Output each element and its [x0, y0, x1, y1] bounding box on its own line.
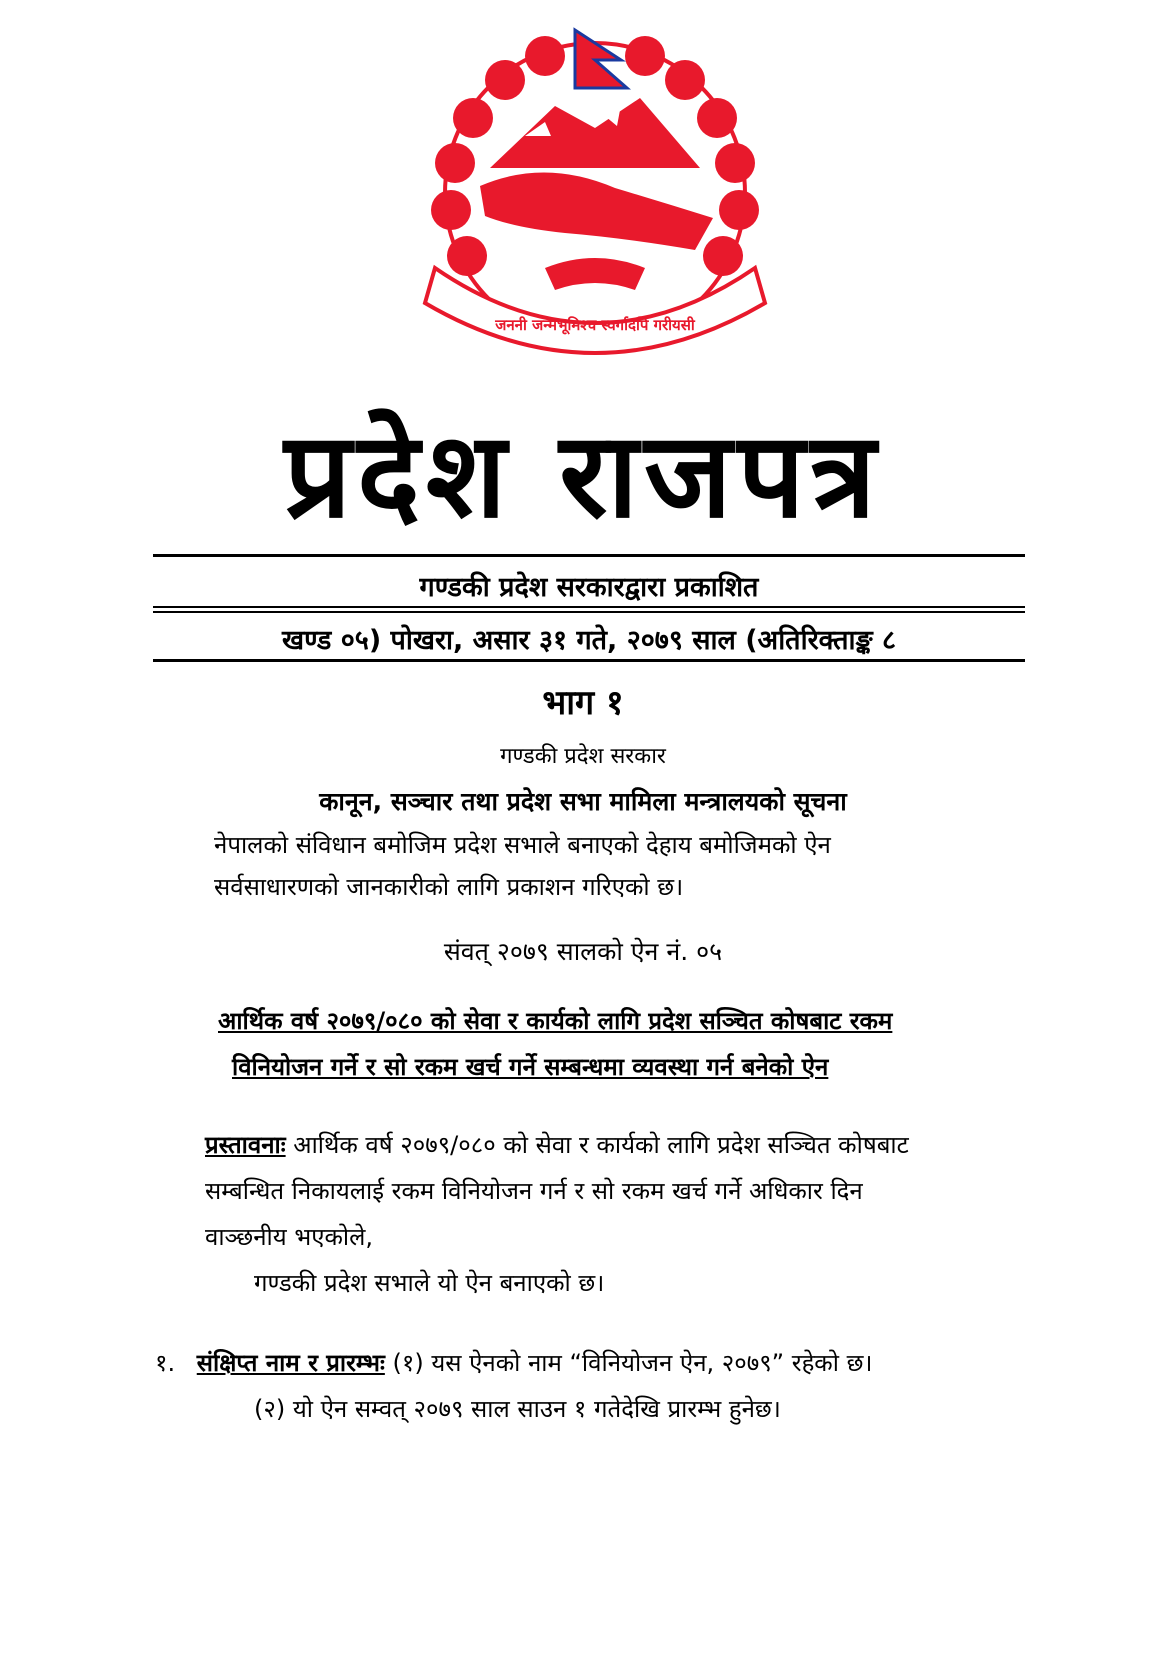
- section-1: [155, 1346, 873, 1379]
- bottom-rule: [153, 659, 1025, 662]
- part-heading: भाग १: [542, 683, 624, 723]
- preamble-line-1: [205, 1128, 909, 1161]
- government-name: गण्डकी प्रदेश सरकार: [500, 744, 666, 769]
- middle-rule-1: [153, 606, 1025, 608]
- handshake-icon: [545, 258, 645, 290]
- nepal-emblem: [395, 18, 795, 378]
- ministry-notice: कानून, सञ्चार तथा प्रदेश सभा मामिला मन्त्रालयको सूचना: [319, 787, 847, 816]
- act-title-line-2: विनियोजन गर्ने र सो रकम खर्च गर्ने सम्बन्धमा व्यवस्था गर्न बनेको ऐन: [232, 1053, 829, 1081]
- emblem-motto: जननी जन्मभूमिश्च स्वर्गादपि गरीयसी: [495, 316, 695, 334]
- preamble-label: प्रस्तावनाः: [205, 1131, 286, 1159]
- gazette-title: प्रदेश राजपत्र: [284, 406, 882, 544]
- flag-icon: [575, 30, 627, 88]
- middle-rule-2: [153, 611, 1025, 613]
- section-1-number: १.: [155, 1349, 176, 1377]
- notice-line-1: नेपालको संविधान बमोजिम प्रदेश सभाले बनाएको देहाय बमोजिमको ऐन: [214, 831, 831, 859]
- act-title-line-1: आर्थिक वर्ष २०७९/०८० को सेवा र कार्यको लागि प्रदेश सञ्चित कोषबाट रकम: [218, 1007, 893, 1035]
- map-icon: [480, 172, 713, 250]
- notice-line-2: सर्वसाधारणको जानकारीको लागि प्रकाशन गरिएको छ।: [214, 873, 684, 901]
- preamble-line-2: सम्बन्धित निकायलाई रकम विनियोजन गर्न र सो रकम खर्च गर्ने अधिकार दिन: [205, 1177, 863, 1205]
- preamble-line-3: वाञ्छनीय भएकोले,: [205, 1223, 374, 1251]
- top-rule: [153, 554, 1025, 557]
- preamble-text-1: आर्थिक वर्ष २०७९/०८० को सेवा र कार्यको लागि प्रदेश सञ्चित कोषबाट: [293, 1131, 909, 1159]
- section-1-heading: संक्षिप्त नाम र प्रारम्भः: [196, 1349, 385, 1377]
- mountain-icon: [490, 98, 700, 168]
- enactment-clause: गण्डकी प्रदेश सभाले यो ऐन बनाएको छ।: [254, 1269, 605, 1297]
- issue-line: खण्ड ०५) पोखरा, असार ३१ गते, २०७९ साल (अतिरिक्ताङ्क ८: [281, 625, 896, 656]
- section-1-clause-2: (२) यो ऐन सम्वत् २०७९ साल साउन १ गतेदेखि प्रारम्भ हुनेछ।: [254, 1395, 781, 1423]
- section-1-clause-1: (१) यस ऐनको नाम “विनियोजन ऐन, २०७९” रहेको छ।: [392, 1349, 873, 1377]
- publisher-line: गण्डकी प्रदेश सरकारद्वारा प्रकाशित: [419, 572, 759, 603]
- act-number: संवत् २०७९ सालको ऐन नं. ०५: [443, 937, 723, 966]
